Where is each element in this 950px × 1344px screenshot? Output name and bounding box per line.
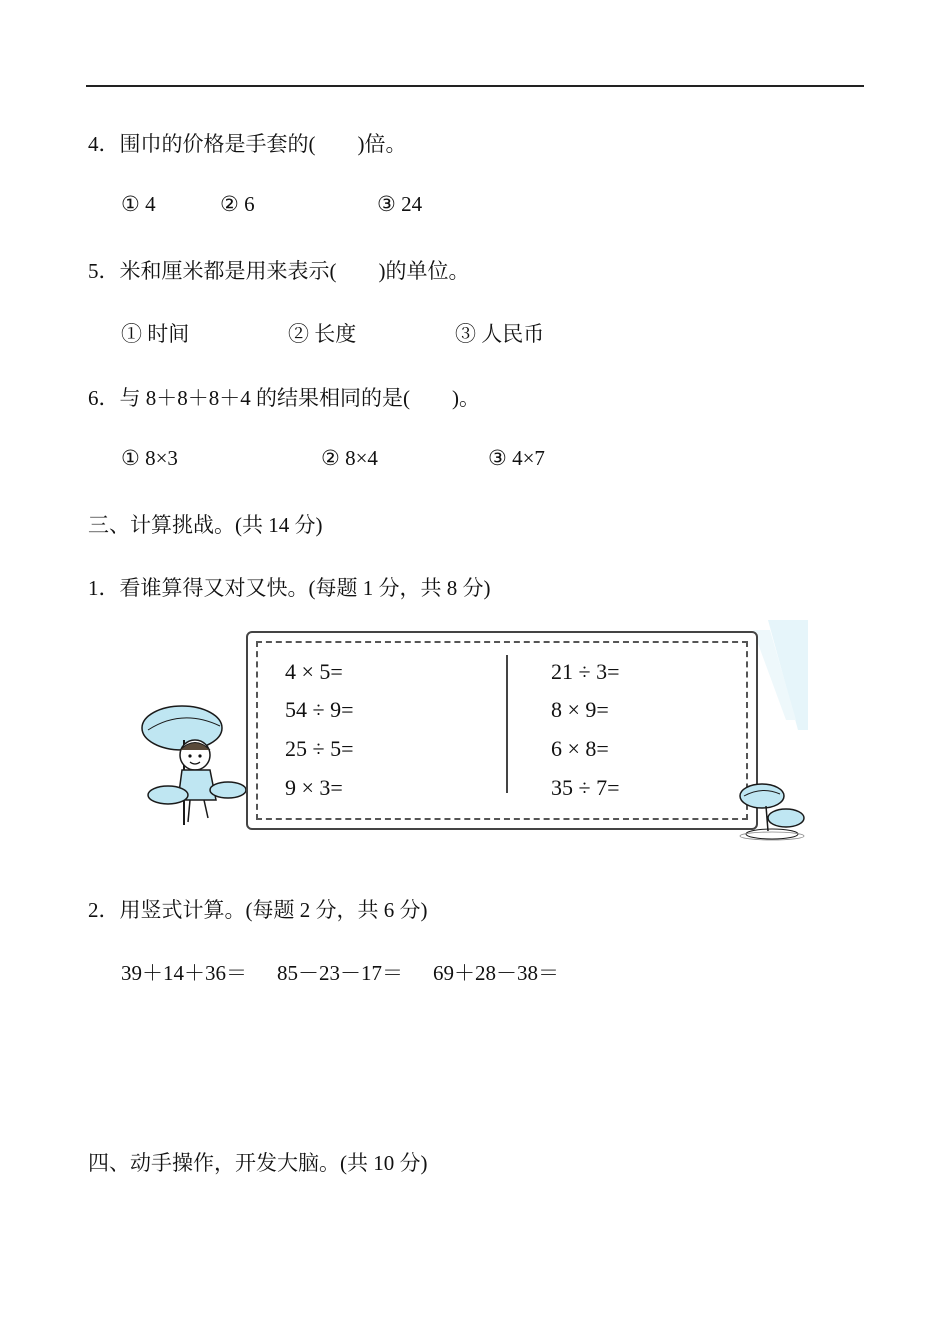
lotus-leaves-illustration bbox=[736, 776, 808, 842]
top-rule bbox=[86, 85, 864, 87]
question-5-option-3[interactable]: ③ 人民币 bbox=[455, 322, 545, 346]
question-6-stem: 6．与 8＋8＋8＋4 的结果相同的是( )。 bbox=[88, 386, 480, 410]
right-equation-2: 8 × 9= bbox=[551, 697, 609, 722]
question-6-option-2[interactable]: ② 8×4 bbox=[321, 446, 378, 470]
calculation-box bbox=[246, 631, 758, 830]
section-3-heading: 三、计算挑战。(共 14 分) bbox=[88, 513, 323, 537]
calculation-box-divider bbox=[506, 655, 508, 793]
question-5-stem: 5．米和厘米都是用来表示( )的单位。 bbox=[88, 259, 470, 283]
section-3-part-2-title: 2．用竖式计算。(每题 2 分，共 6 分) bbox=[88, 898, 428, 922]
question-4-option-2[interactable]: ② 6 bbox=[220, 192, 255, 216]
girl-with-leaf-illustration bbox=[140, 700, 250, 830]
section-4-heading: 四、动手操作，开发大脑。(共 10 分) bbox=[88, 1151, 428, 1175]
right-equation-4: 35 ÷ 7= bbox=[551, 775, 620, 800]
vertical-calc-problem-1: 39＋14＋36＝ bbox=[121, 961, 247, 985]
question-5-option-2[interactable]: ② 长度 bbox=[288, 322, 357, 346]
left-equation-1: 4 × 5= bbox=[285, 659, 343, 684]
section-3-part-1-title: 1．看谁算得又对又快。(每题 1 分，共 8 分) bbox=[88, 576, 491, 600]
left-equation-4: 9 × 3= bbox=[285, 775, 343, 800]
left-equation-3: 25 ÷ 5= bbox=[285, 736, 354, 761]
question-6-option-1[interactable]: ① 8×3 bbox=[121, 446, 178, 470]
right-equation-1: 21 ÷ 3= bbox=[551, 659, 620, 684]
question-4-option-3[interactable]: ③ 24 bbox=[377, 192, 423, 216]
question-4-option-1[interactable]: ① 4 bbox=[121, 192, 156, 216]
question-4-stem: 4．围巾的价格是手套的( )倍。 bbox=[88, 132, 407, 156]
question-6-option-3[interactable]: ③ 4×7 bbox=[488, 446, 545, 470]
vertical-calc-problem-3: 69＋28－38＝ bbox=[433, 961, 559, 985]
vertical-calc-problem-2: 85－23－17＝ bbox=[277, 961, 403, 985]
question-5-option-1[interactable]: ① 时间 bbox=[121, 322, 190, 346]
left-equation-2: 54 ÷ 9= bbox=[285, 697, 354, 722]
right-equation-3: 6 × 8= bbox=[551, 736, 609, 761]
